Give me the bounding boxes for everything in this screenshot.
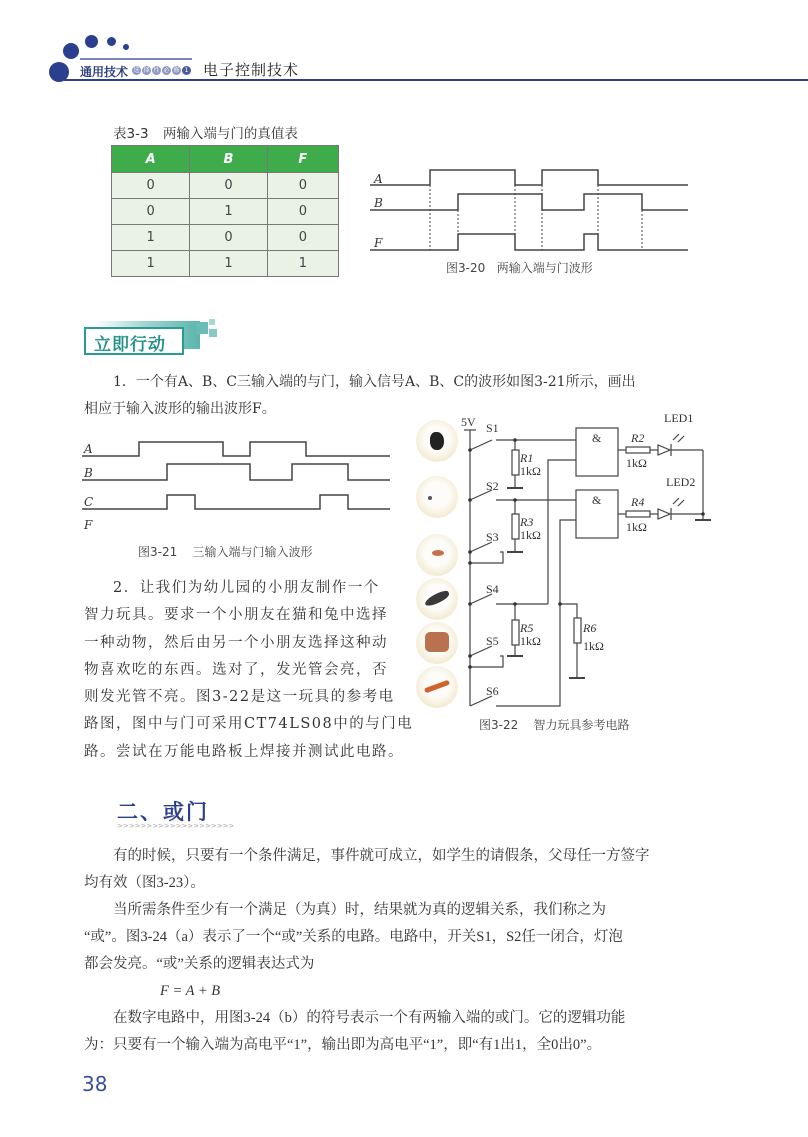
task-2-line: 物喜欢吃的东西。选对了，发光管会亮，否 xyxy=(84,661,388,678)
decor-square xyxy=(209,329,217,337)
header-rule xyxy=(64,79,808,81)
waveform-b xyxy=(82,464,390,480)
header-dot xyxy=(107,37,116,46)
table-header-row xyxy=(112,146,339,173)
paragraph-line: 为：只要有一个输入端为高电平“1”，输出即为高电平“1”，即“有1出1，全0出0”。 xyxy=(84,1037,602,1053)
book-title: 电子控制技术 xyxy=(203,61,300,79)
caption-number: 图3-20 xyxy=(446,261,486,275)
resistor-label: R1 xyxy=(520,451,534,465)
figure-3-21-caption xyxy=(138,543,313,560)
paragraph-line: 有的时候，只要有一个条件满足，事件就可成立，如学生的请假条，父母任一方签字 xyxy=(113,848,650,864)
caption-number: 图3-21 xyxy=(138,545,178,559)
figure-3-20-waveform xyxy=(370,165,690,255)
paragraph-line: 在数字电路中，用图3-24（b）的符号表示一个有两输入端的或门。它的逻辑功能 xyxy=(113,1010,626,1026)
column-header: B xyxy=(190,146,267,173)
task-2-line: 路图，图中与门可采用CT74LS08中的与门电 xyxy=(84,716,414,733)
header-dot xyxy=(123,44,129,50)
table-title: 两输入端与门的真值表 xyxy=(162,126,298,142)
table-cell: 1 xyxy=(190,251,267,277)
figure-3-22-circuit xyxy=(460,410,720,710)
task-2 xyxy=(84,575,414,766)
badge: 选 xyxy=(133,67,140,74)
waveform-c xyxy=(82,495,390,509)
caption-text: 三输入端与门输入波形 xyxy=(192,545,313,559)
series-name: 通用技术 xyxy=(80,65,129,79)
task-1-line: 相应于输入波形的输出波形F。 xyxy=(84,401,276,417)
table-cell: 0 xyxy=(267,225,338,251)
table-caption xyxy=(113,122,298,142)
waveform-a xyxy=(82,442,390,456)
task-1-line: 1．一个有A、B、C三输入端的与门，输入信号A、B、C的波形如图3-21所示，画出 xyxy=(113,374,636,390)
switch-s1 xyxy=(470,440,492,450)
signal-label-a: A xyxy=(84,442,93,456)
table-cell: 1 xyxy=(267,251,338,277)
badge: 性 xyxy=(153,67,160,74)
signal-label-a: A xyxy=(374,172,383,186)
resistor-r5 xyxy=(512,620,519,645)
led-label: LED2 xyxy=(666,475,696,489)
fish-icon xyxy=(416,534,458,576)
header-rule-top xyxy=(80,58,192,60)
figure-3-20-caption xyxy=(446,259,593,276)
switch-label: S2 xyxy=(486,479,499,493)
resistor-value: 1kΩ xyxy=(520,464,541,478)
table-row xyxy=(112,199,339,225)
waveform-b xyxy=(370,194,688,210)
resistor-value: 1kΩ xyxy=(520,528,541,542)
cat-icon xyxy=(416,420,458,462)
truth-table xyxy=(111,145,339,277)
bread-icon xyxy=(416,622,458,664)
table-cell: 1 xyxy=(112,251,190,277)
resistor-r6 xyxy=(574,618,581,643)
switch-label: S3 xyxy=(486,530,499,544)
resistor-r4 xyxy=(626,511,650,517)
column-header: A xyxy=(112,146,190,173)
resistor-r3 xyxy=(512,514,519,539)
task-2-line: 智力玩具。要求一个小朋友在猫和兔中选择 xyxy=(84,607,388,624)
badge: 择 xyxy=(143,67,150,74)
table-cell: 1 xyxy=(190,199,267,225)
task-2-line: 路。尝试在万能电路板上焊接并测试此电路。 xyxy=(84,743,404,760)
resistor-label: R3 xyxy=(520,515,534,529)
waveform-a xyxy=(370,170,688,185)
gate-symbol: & xyxy=(592,493,602,507)
signal-label-c: C xyxy=(84,495,94,509)
resistor-label: R2 xyxy=(631,431,645,445)
supply-label: 5V xyxy=(461,415,476,429)
table-cell: 0 xyxy=(267,173,338,199)
resistor-label: R6 xyxy=(583,621,597,635)
series-badges xyxy=(132,66,191,75)
header-dot xyxy=(85,35,98,48)
task-2-line: 2．让我们为幼儿园的小朋友制作一个 xyxy=(113,580,380,596)
waveform-f xyxy=(370,234,688,250)
led-label: LED1 xyxy=(664,411,694,425)
signal-label-f: F xyxy=(374,236,383,250)
paragraph-line: 都会发亮。“或”关系的逻辑表达式为 xyxy=(84,956,315,972)
decor-square xyxy=(196,322,208,334)
caption-number: 图3-22 xyxy=(479,718,519,732)
signal-label-f: F xyxy=(84,518,93,532)
paragraph-line: “或”。图3-24（a）表示了一个“或”关系的电路。电路中，开关S1，S2任一闭合，灯泡 xyxy=(84,929,623,945)
table-cell: 1 xyxy=(112,225,190,251)
column-header: F xyxy=(267,146,338,173)
paragraph-line: 均有效（图3-23）。 xyxy=(84,875,205,891)
resistor-label: R4 xyxy=(631,495,645,509)
switch-label: S6 xyxy=(486,684,499,698)
table-cell: 0 xyxy=(112,173,190,199)
led-1 xyxy=(658,445,670,455)
section-decoration: >>>>>>>>>>>>>>>>>>>> xyxy=(117,822,235,830)
mouse-icon xyxy=(416,578,458,620)
switch-label: S4 xyxy=(486,582,499,596)
table-cell: 0 xyxy=(190,225,267,251)
badge: 1 xyxy=(182,66,191,75)
table-cell: 0 xyxy=(190,173,267,199)
table-cell: 0 xyxy=(112,199,190,225)
resistor-value: 1kΩ xyxy=(583,639,604,653)
figure-3-22-caption xyxy=(479,716,630,733)
badge: 修 xyxy=(173,67,180,74)
badge: 必 xyxy=(163,67,170,74)
paragraph-2 xyxy=(84,897,724,1059)
resistor-label: R5 xyxy=(520,621,534,635)
task-2-line: 则发光管不亮。图3-22是这一玩具的参考电 xyxy=(84,689,395,706)
switch-label: S1 xyxy=(486,421,499,435)
led-2 xyxy=(658,509,670,519)
or-formula: F = A + B xyxy=(160,983,221,999)
resistor-value: 1kΩ xyxy=(626,456,647,470)
resistor-r1 xyxy=(512,450,519,475)
action-title: 立即行动 xyxy=(94,335,166,355)
page-number: 38 xyxy=(82,1072,108,1096)
header-dot xyxy=(63,43,79,59)
table-row xyxy=(112,251,339,277)
gate-symbol: & xyxy=(592,431,602,445)
paragraph-line: 当所需条件至少有一个满足（为真）时，结果就为真的逻辑关系，我们称之为 xyxy=(113,902,606,918)
resistor-value: 1kΩ xyxy=(520,634,541,648)
resistor-r2 xyxy=(626,447,650,453)
rabbit-icon xyxy=(416,476,458,518)
caption-text: 两输入端与门波形 xyxy=(496,261,593,275)
carrot-icon xyxy=(416,666,458,708)
caption-text: 智力玩具参考电路 xyxy=(533,718,630,732)
figure-3-21-waveform xyxy=(82,437,392,537)
signal-label-b: B xyxy=(84,466,93,480)
table-row xyxy=(112,173,339,199)
signal-label-b: B xyxy=(374,196,383,210)
switch-label: S5 xyxy=(486,634,499,648)
table-cell: 0 xyxy=(267,199,338,225)
section-title: 二、或门 xyxy=(117,800,209,824)
task-2-line: 一种动物，然后由另一个小朋友选择这种动 xyxy=(84,634,388,651)
table-row xyxy=(112,225,339,251)
resistor-value: 1kΩ xyxy=(626,520,647,534)
decor-square xyxy=(209,319,215,325)
table-number: 表3-3 xyxy=(113,126,149,142)
paragraph-1 xyxy=(84,843,724,897)
